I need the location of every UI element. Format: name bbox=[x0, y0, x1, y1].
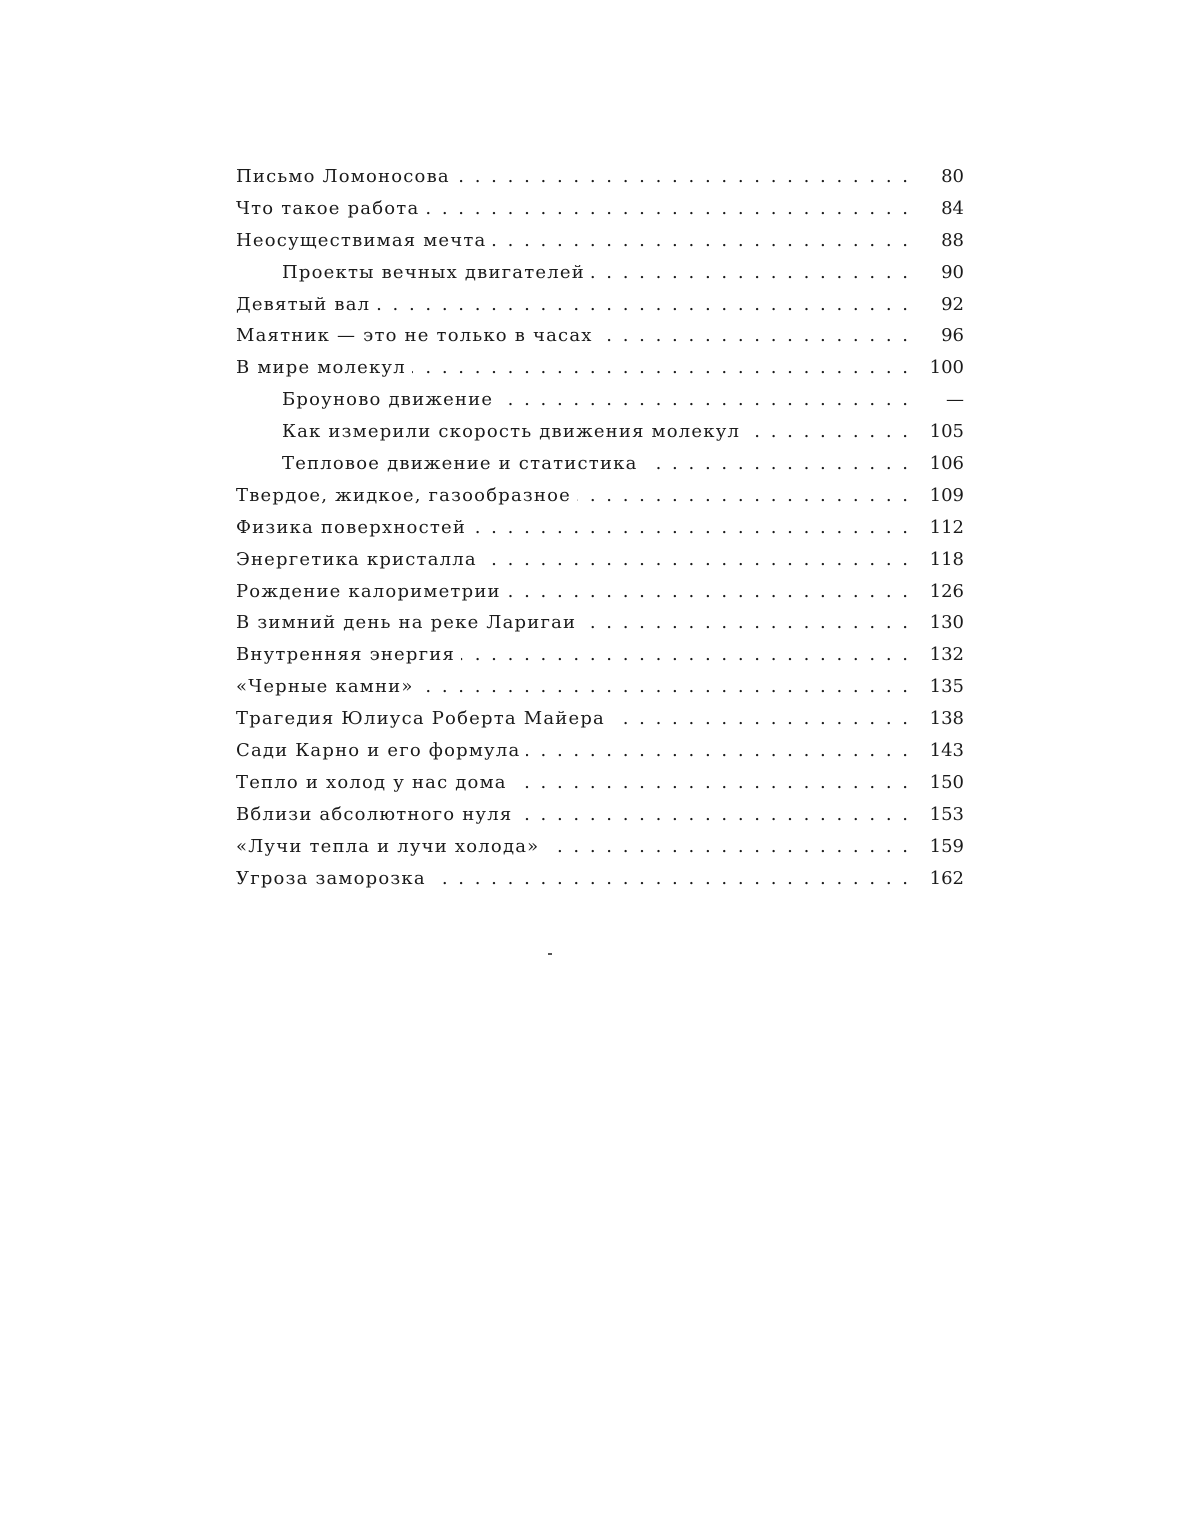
toc-entry-page: 112 bbox=[929, 516, 964, 538]
toc-entry-title: Внутренняя энергия bbox=[236, 644, 456, 666]
toc-entry bbox=[236, 325, 964, 357]
toc-leader-dots bbox=[432, 868, 908, 889]
toc-entry bbox=[236, 740, 964, 772]
toc-entry-title: В зимний день на реке Ларигаи bbox=[236, 612, 577, 634]
toc-entry bbox=[236, 644, 964, 676]
print-speck bbox=[548, 953, 552, 955]
toc-entry-page: 100 bbox=[929, 357, 964, 379]
toc-entry-title: Рождение калориметрии bbox=[236, 580, 501, 602]
toc-entry-page: 135 bbox=[929, 676, 964, 698]
toc-leader-dots bbox=[611, 708, 908, 729]
toc-entry bbox=[236, 485, 964, 517]
toc-entry-page: 162 bbox=[929, 867, 964, 889]
toc-leader-dots bbox=[545, 836, 908, 857]
toc-entry-title: В мире молекул bbox=[236, 357, 406, 379]
toc-entry-title: Угроза заморозка bbox=[236, 867, 426, 889]
toc-entry bbox=[236, 549, 964, 581]
toc-entry-page: 96 bbox=[941, 325, 964, 347]
toc-entry-page: 106 bbox=[929, 453, 964, 475]
toc-leader-dots bbox=[425, 198, 908, 219]
toc-entry-title: Твердое, жидкое, газообразное bbox=[236, 484, 571, 506]
toc-entry-title: Проекты вечных двигателей bbox=[282, 261, 585, 283]
toc-entry-page: 92 bbox=[941, 293, 964, 315]
toc-entry-title: Вблизи абсолютного нуля bbox=[236, 803, 513, 825]
toc-entry-title: «Черные камни» bbox=[236, 676, 414, 698]
toc-leader-dots bbox=[577, 485, 908, 506]
toc-leader-dots bbox=[513, 772, 908, 793]
toc-entry-page: 138 bbox=[929, 708, 964, 730]
toc-entry-page: — bbox=[946, 389, 964, 411]
toc-entry-title: Трагедия Юлиуса Роберта Майера bbox=[236, 708, 605, 730]
toc-entry bbox=[236, 517, 964, 549]
toc-leader-dots bbox=[507, 581, 908, 602]
toc-leader-dots bbox=[518, 804, 908, 825]
toc-entry bbox=[236, 198, 964, 230]
toc-entry-page: 159 bbox=[929, 835, 964, 857]
toc-entry-page: 153 bbox=[929, 803, 964, 825]
toc-entry-page: 132 bbox=[929, 644, 964, 666]
toc-entry-title: Как измерили скорость движения молекул bbox=[282, 421, 741, 443]
toc-entry-page: 88 bbox=[941, 229, 964, 251]
toc-entry bbox=[236, 612, 964, 644]
toc-entry-title: Тепло и холод у нас дома bbox=[236, 771, 507, 793]
toc-entry bbox=[236, 708, 964, 740]
toc-entry-title: Маятник — это не только в часах bbox=[236, 325, 593, 347]
toc-entry-title: Неосуществимая мечта bbox=[236, 229, 487, 251]
toc-entry-page: 90 bbox=[941, 261, 964, 283]
toc-entry bbox=[236, 868, 964, 900]
toc-entry-title: Броуново движение bbox=[282, 389, 494, 411]
toc-entry-page: 109 bbox=[929, 484, 964, 506]
toc-entry-page: 126 bbox=[929, 580, 964, 602]
toc-subentry bbox=[236, 389, 964, 421]
toc-leader-dots bbox=[461, 644, 908, 665]
toc-entry bbox=[236, 836, 964, 868]
toc-entry-title: Физика поверхностей bbox=[236, 516, 467, 538]
toc-leader-dots bbox=[492, 230, 908, 251]
table-of-contents bbox=[236, 166, 964, 899]
toc-entry bbox=[236, 581, 964, 613]
toc-leader-dots bbox=[412, 357, 908, 378]
toc-leader-dots bbox=[483, 549, 908, 570]
toc-entry-title: Энергетика кристалла bbox=[236, 548, 477, 570]
toc-subentry bbox=[236, 421, 964, 453]
toc-entry-title: Тепловое движение и статистика bbox=[282, 453, 638, 475]
toc-leader-dots bbox=[644, 453, 908, 474]
toc-entry-title: Девятый вал bbox=[236, 293, 371, 315]
toc-leader-dots bbox=[499, 389, 908, 410]
toc-leader-dots bbox=[582, 612, 908, 633]
toc-subentry bbox=[236, 453, 964, 485]
toc-entry-page: 118 bbox=[929, 548, 964, 570]
toc-leader-dots bbox=[599, 325, 908, 346]
toc-entry-page: 130 bbox=[929, 612, 964, 634]
toc-entry bbox=[236, 357, 964, 389]
toc-leader-dots bbox=[376, 294, 908, 315]
toc-subentry bbox=[236, 262, 964, 294]
toc-entry bbox=[236, 166, 964, 198]
toc-leader-dots bbox=[591, 262, 908, 283]
toc-entry bbox=[236, 772, 964, 804]
toc-entry-page: 143 bbox=[929, 740, 964, 762]
toc-entry bbox=[236, 230, 964, 262]
toc-entry-title: Письмо Ломоносова bbox=[236, 166, 450, 187]
toc-entry-title: Что такое работа bbox=[236, 197, 420, 219]
toc-entry bbox=[236, 294, 964, 326]
toc-entry bbox=[236, 804, 964, 836]
toc-leader-dots bbox=[420, 676, 908, 697]
toc-entry-title: «Лучи тепла и лучи холода» bbox=[236, 835, 540, 857]
toc-leader-dots bbox=[526, 740, 908, 761]
toc-leader-dots bbox=[746, 421, 908, 442]
toc-entry-page: 105 bbox=[929, 421, 964, 443]
toc-entry bbox=[236, 676, 964, 708]
toc-entry-page: 150 bbox=[929, 771, 964, 793]
toc-leader-dots bbox=[456, 166, 908, 187]
toc-leader-dots bbox=[472, 517, 908, 538]
toc-entry-title: Сади Карно и его формула bbox=[236, 740, 521, 762]
toc-entry-page: 80 bbox=[941, 166, 964, 187]
toc-entry-page: 84 bbox=[941, 197, 964, 219]
